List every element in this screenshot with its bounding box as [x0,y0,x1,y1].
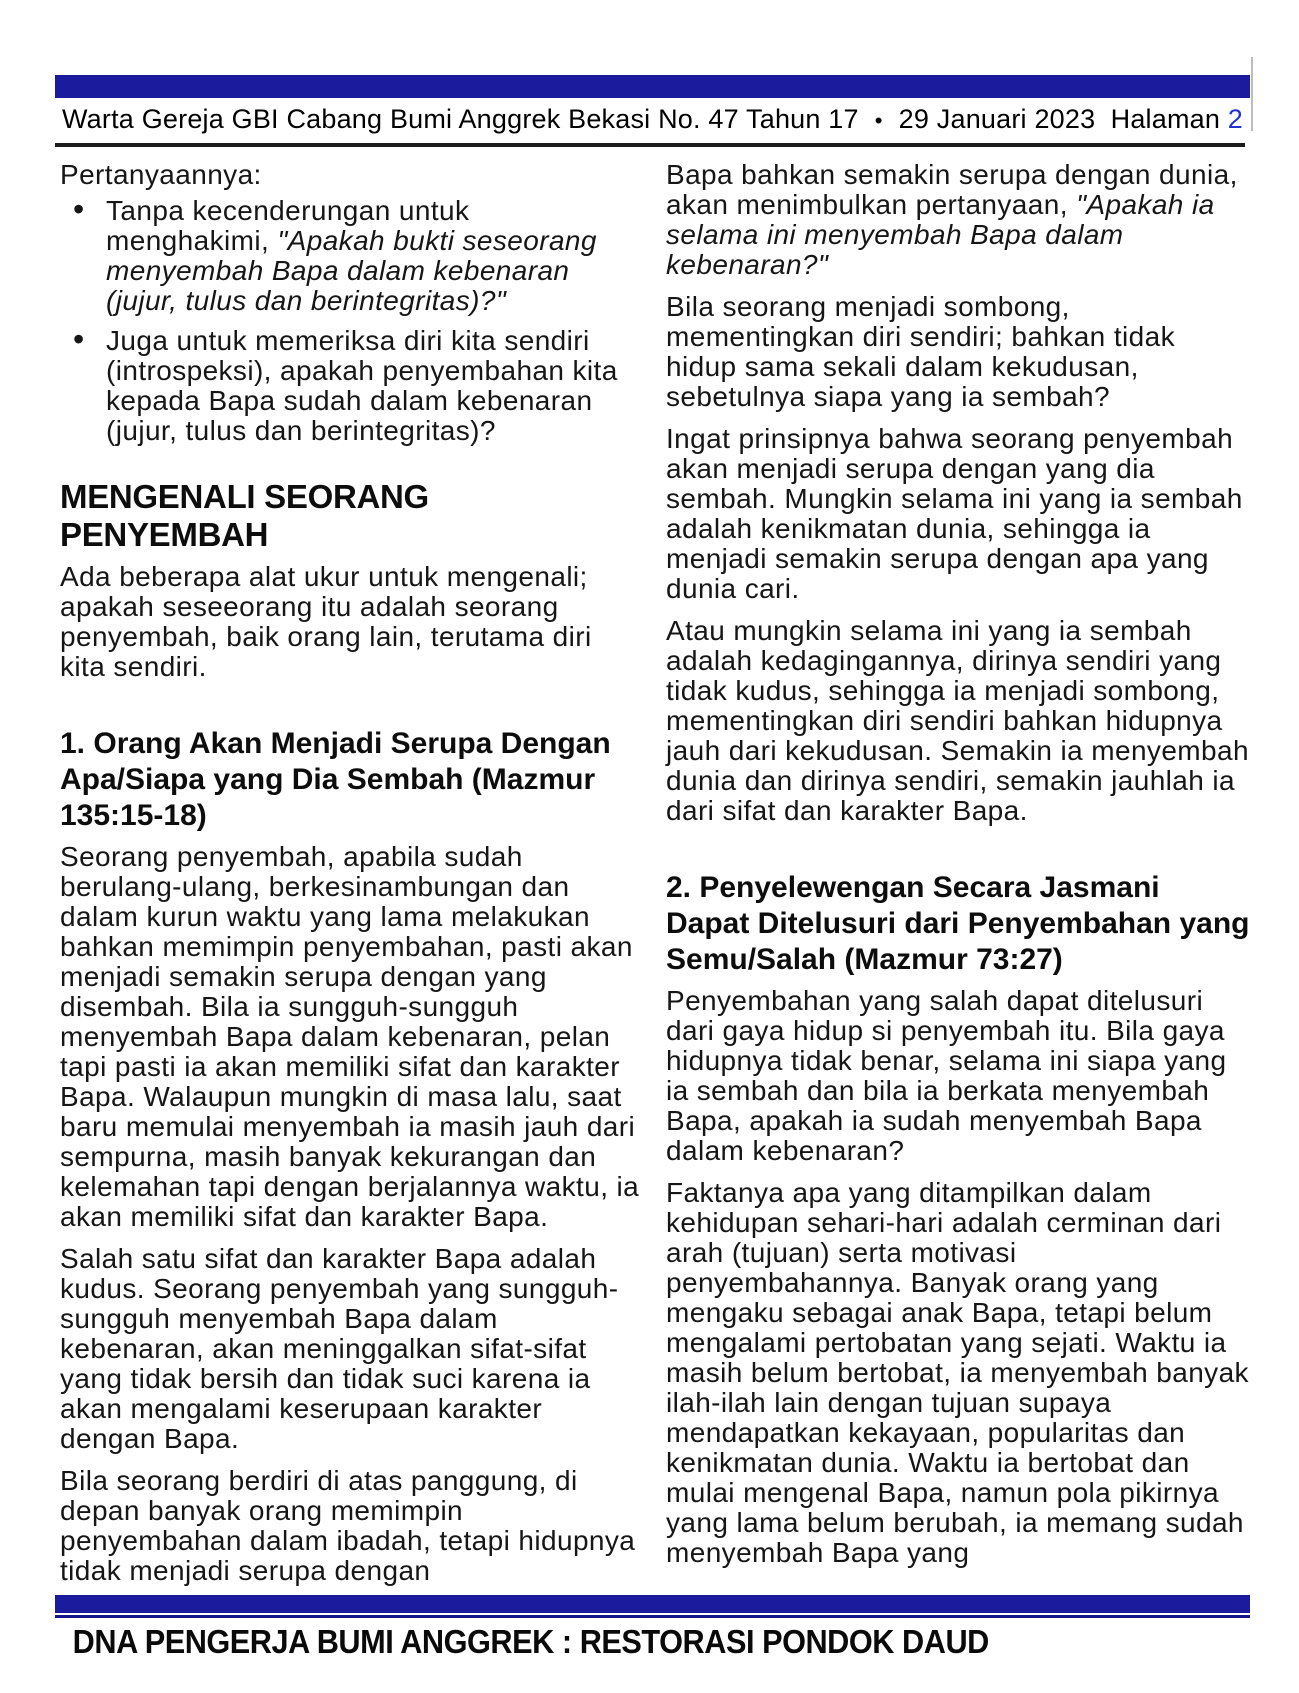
header-left [62,104,1095,135]
page-number: 2 [1227,104,1243,134]
page-header [55,104,1250,143]
paragraph-quote-italic: "Apakah ia selama ini menyembah Bapa dalam kebenaran?" [666,189,1215,280]
bullet-text: Juga untuk memeriksa diri kita sendiri (introspeksi), apakah penyembahan kita kepada Bapa sudah dalam kebenaran (jujur, tulus dan berintegritas)? [106,325,618,446]
paragraph: Seorang penyembah, apabila sudah berulang-ulang, berkesinambungan dan dalam kurun waktu yang lama melakukan bahkan memimpin penyembahan, pasti akan menjadi semakin serupa dengan yang disembah. Bila ia sungguh-sungguh menyembah Bapa dalam kebenaran, pelan tapi pasti ia akan memiliki sifat dan karakter Bapa. Walaupun mungkin di masa lalu, saat baru memulai menyembah ia masih jauh dari sempurna, masih banyak kekurangan dan kelemahan tapi dengan berjalannya waktu, ia akan memiliki sifat dan karakter Bapa. [60,841,640,1232]
bullet-text: Tanpa kecenderungan untuk menghakimi, [106,195,470,256]
top-blue-bar [55,75,1250,98]
paragraph-text: Bapa bahkan semakin serupa dengan dunia, akan menimbulkan pertanyaan, [666,159,1238,220]
paragraph [666,160,1250,280]
bullet-item [60,196,640,316]
numbered-heading-1: 1. Orang Akan Menjadi Serupa Dengan Apa/Siapa yang Dia Sembah (Mazmur 135:15-18) [60,727,611,832]
newsletter-title: Warta Gereja GBI Cabang Bumi Anggrek Bekasi No. 47 Tahun 17 [62,104,859,134]
header-separator-bullet: • [874,108,883,133]
page-edge-line [1251,57,1253,131]
left-column [60,160,640,1598]
header-rule [55,143,1245,147]
page-label: Halaman [1110,104,1228,134]
paragraph: Salah satu sifat dan karakter Bapa adalah kudus. Seorang penyembah yang sungguh-sungguh menyembah Bapa dalam kebenaran, akan meninggalkan sifat-sifat yang tidak bersih dan tidak suci karena ia akan mengalami keserupaan karakter dengan Bapa. [60,1243,619,1454]
paragraph: Faktanya apa yang ditampilkan dalam kehidupan sehari-hari adalah cerminan dari arah (tujuan) serta motivasi penyembahannya. Banyak orang yang mengaku sebagai anak Bapa, tetapi belum mengalami pertobatan yang sejati. Waktu ia masih belum bertobat, ia menyembah banyak ilah-ilah lain dengan tujuan supaya mendapatkan kekayaan, popularitas dan kenikmatan dunia. Waktu ia bertobat dan mulai mengenal Bapa, namun pola pikirnya yang lama belum berubah, ia memang sudah menyembah Bapa yang [666,1177,1249,1568]
footer-blue-bar [55,1595,1250,1613]
paragraph: Ada beberapa alat ukur untuk mengenali; apakah seseeorang itu adalah seorang penyembah, baik orang lain, terutama diri kita sendiri. [60,561,592,682]
paragraph: Bila seorang berdiri di atas panggung, di depan banyak orang memimpin penyembahan dalam ibadah, tetapi hidupnya tidak menjadi serupa dengan [60,1465,636,1586]
paragraph-intro: Pertanyaannya: [60,159,262,190]
bullet-item [60,326,640,446]
paragraph: Penyembahan yang salah dapat ditelusuri dari gaya hidup si penyembah itu. Bila gaya hidupnya tidak benar, selama ini siapa yang ia sembah dan bila ia berkata menyembah Bapa, apakah ia sudah menyembah Bapa dalam kebenaran? [666,985,1227,1166]
numbered-heading-2: 2. Penyelewengan Secara Jasmani Dapat Ditelusuri dari Penyembahan yang Semu/Salah (Mazmur 73:27) [666,871,1250,976]
page-footer [55,1595,1250,1661]
footer-underline [55,1615,1250,1618]
article-columns [60,160,1250,1598]
section-heading: MENGENALI SEORANG PENYEMBAH [60,478,429,553]
header-right [1111,104,1243,135]
paragraph: Atau mungkin selama ini yang ia sembah adalah kedagingannya, dirinya sendiri yang tidak kudus, sehingga ia menjadi sombong, mementingkan diri sendiri bahkan hidupnya jauh dari kekudusan. Semakin ia menyembah dunia dan dirinya sendiri, semakin jauhlah ia dari sifat dan karakter Bapa. [666,615,1249,826]
right-column [666,160,1250,1598]
header-date: 29 Januari 2023 [898,104,1096,134]
bullet-list [60,196,640,446]
bullet-quote-italic: "Apakah bukti seseorang menyembah Bapa dalam kebenaran (jujur, tulus dan berintegritas)?" [106,225,597,316]
paragraph: Ingat prinsipnya bahwa seorang penyembah akan menjadi serupa dengan yang dia sembah. Mungkin selama ini yang ia sembah adalah kenikmatan dunia, sehingga ia menjadi semakin serupa dengan apa yang dunia cari. [666,423,1243,604]
paragraph: Bila seorang menjadi sombong, mementingkan diri sendiri; bahkan tidak hidup sama sekali dalam kekudusan, sebetulnya siapa yang ia sembah? [666,291,1175,412]
footer-text: DNA PENGERJA BUMI ANGGREK : RESTORASI PONDOK DAUD [72,1623,989,1660]
